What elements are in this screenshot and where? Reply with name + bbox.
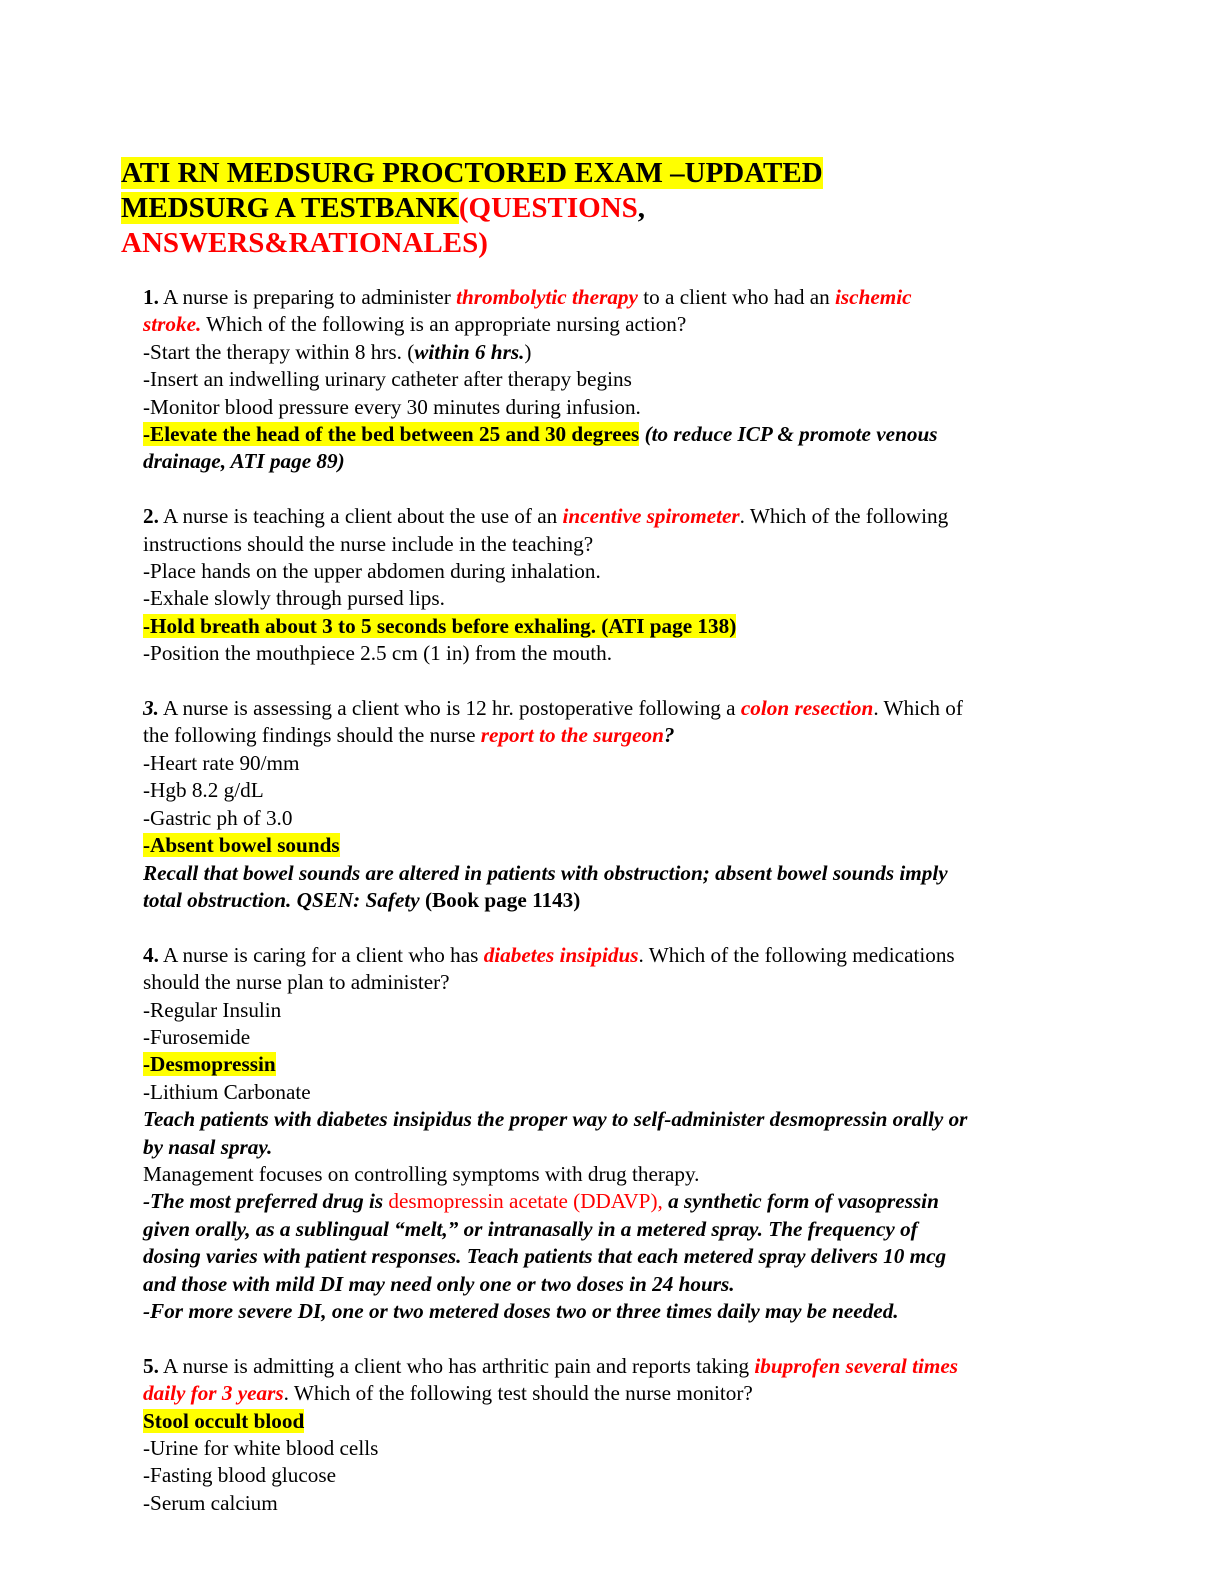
question-text: . Which of the following medications <box>638 942 955 967</box>
option: -Fasting blood glucose <box>143 1463 337 1488</box>
title-comma: , <box>637 192 646 224</box>
question-text: to a client who had an <box>637 285 836 309</box>
option-text: -Start the therapy within 8 hrs. ( <box>143 339 415 364</box>
rationale: Teach patients with diabetes insipidus the proper way to self-administer desmopressin orally or <box>143 1107 968 1132</box>
question-text: should the nurse plan to administer? <box>143 970 450 995</box>
rationale: and those with mild DI may need only one or two doses in 24 hours. <box>143 1271 735 1296</box>
title-line-2-red: (QUESTIONS <box>458 192 638 224</box>
rationale-reference: (Book page 1143) <box>419 887 581 912</box>
option: -Hgb 8.2 g/dL <box>143 778 264 803</box>
question-text: A nurse is admitting a client who has arthritic pain and reports taking <box>158 1353 755 1378</box>
question-number: 1. <box>143 285 159 309</box>
correct-answer: -Hold breath about 3 to 5 seconds before exhaling. (ATI page 138) <box>143 613 737 638</box>
rationale: -For more severe DI, one or two metered doses two or three times daily may be needed. <box>143 1298 899 1323</box>
option: -Lithium Carbonate <box>143 1079 311 1104</box>
rationale: (to reduce ICP & promote venous <box>639 422 938 447</box>
correct-answer: -Elevate the head of the bed between 25 and 30 degrees <box>143 422 640 447</box>
title-line-1: ATI RN MEDSURG PROCTORED EXAM –UPDATED <box>121 157 823 189</box>
question-5 <box>143 1353 1083 1517</box>
rationale: dosing varies with patient responses. Teach patients that each metered spray delivers 10 mcg <box>143 1244 947 1269</box>
keyword: desmopressin acetate (DDAVP), <box>388 1189 663 1214</box>
question-text: A nurse is assessing a client who is 12 hr. postoperative following a <box>158 696 741 721</box>
question-3 <box>143 695 1083 914</box>
question-text: the following findings should the nurse <box>143 723 481 748</box>
option-text: ) <box>524 339 532 364</box>
rationale-plain: Management focuses on controlling symptoms with drug therapy. <box>143 1161 700 1186</box>
question-text: A nurse is preparing to administer <box>158 285 457 309</box>
correct-answer: Stool occult blood <box>143 1408 305 1433</box>
rationale: by nasal spray. <box>143 1134 273 1159</box>
correct-answer: -Desmopressin <box>143 1052 276 1077</box>
question-number: 5. <box>143 1353 159 1378</box>
option: -Insert an indwelling urinary catheter after therapy begins <box>143 367 632 392</box>
option: -Gastric ph of 3.0 <box>143 805 293 830</box>
keyword: daily for 3 years <box>143 1381 284 1406</box>
question-number: 3. <box>143 696 159 721</box>
question-text: A nurse is teaching a client about the use of an <box>158 504 563 529</box>
keyword: stroke. <box>143 312 202 337</box>
rationale: drainage, ATI page 89) <box>143 449 345 474</box>
option: -Position the mouthpiece 2.5 cm (1 in) from the mouth. <box>143 641 612 666</box>
question-number: 2. <box>143 504 159 529</box>
option: -Exhale slowly through pursed lips. <box>143 586 445 611</box>
correct-answer: -Absent bowel sounds <box>143 833 340 858</box>
keyword: ischemic <box>835 285 912 309</box>
question-text: ? <box>663 723 675 748</box>
rationale: given orally, as a sublingual “melt,” or intranasally in a metered spray. The frequency of <box>143 1216 918 1241</box>
rationale: Recall that bowel sounds are altered in patients with obstruction; absent bowel sounds imply <box>143 860 948 885</box>
option: -Regular Insulin <box>143 997 282 1022</box>
title-line-3: ANSWERS&RATIONALES) <box>121 227 488 259</box>
question-text: . Which of <box>873 696 963 721</box>
option: -Serum calcium <box>143 1490 278 1515</box>
question-2 <box>143 503 1083 667</box>
question-text: . Which of the following test should the nurse monitor? <box>283 1381 753 1406</box>
document-title <box>121 156 1081 261</box>
question-text: . Which of the following <box>739 504 949 529</box>
question-1 <box>143 284 1083 476</box>
keyword: diabetes insipidus <box>483 942 639 967</box>
rationale: -The most preferred drug is <box>143 1189 389 1214</box>
question-text: Which of the following is an appropriate nursing action? <box>201 312 687 337</box>
option: -Furosemide <box>143 1024 251 1049</box>
option: -Place hands on the upper abdomen during inhalation. <box>143 559 601 584</box>
question-number: 4. <box>143 942 159 967</box>
question-4 <box>143 942 1083 1326</box>
rationale: a synthetic form of vasopressin <box>662 1189 939 1214</box>
option: -Monitor blood pressure every 30 minutes during infusion. <box>143 394 641 419</box>
keyword: incentive spirometer <box>562 504 740 529</box>
option: -Urine for white blood cells <box>143 1436 379 1460</box>
option: -Heart rate 90/mm <box>143 750 300 775</box>
keyword: ibuprofen several times <box>754 1353 958 1378</box>
question-text: instructions should the nurse include in the teaching? <box>143 531 594 556</box>
option <box>143 339 1083 366</box>
keyword: thrombolytic therapy <box>456 285 638 309</box>
option-note: within 6 hrs. <box>414 339 525 364</box>
document-body <box>143 284 1083 1517</box>
question-text: A nurse is caring for a client who has <box>158 942 484 967</box>
rationale: total obstruction. QSEN: Safety <box>143 887 420 912</box>
keyword: colon resection <box>740 696 874 721</box>
keyword: report to the surgeon <box>480 723 664 748</box>
title-line-2: MEDSURG A TESTBANK <box>121 192 459 224</box>
